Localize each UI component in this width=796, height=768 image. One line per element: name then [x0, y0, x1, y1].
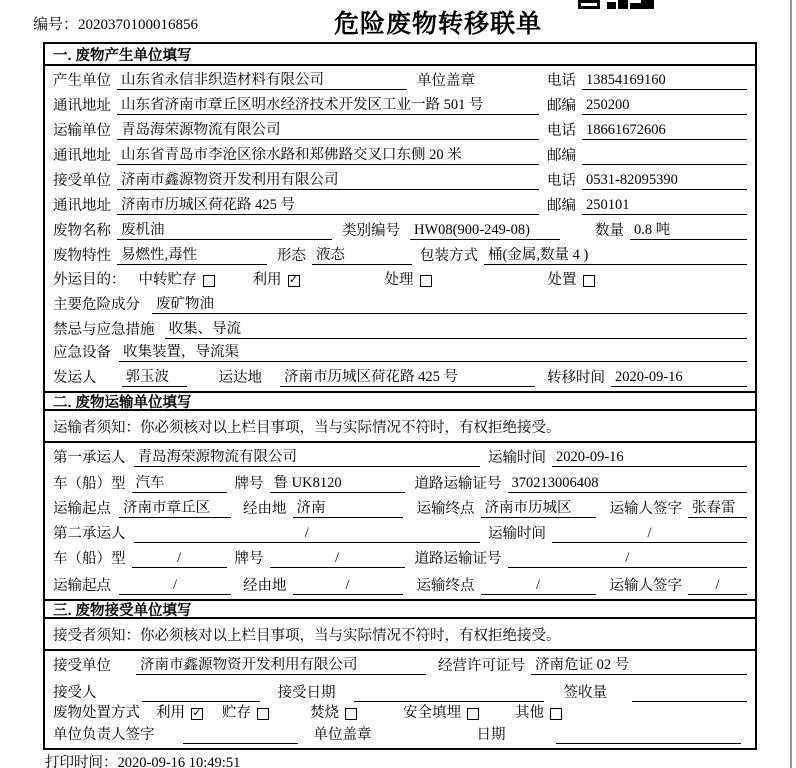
row-transporter-address: [45, 144, 755, 169]
chief-sign-value: [183, 727, 298, 744]
category-label: 类别编号: [342, 223, 400, 239]
form-table: [43, 42, 757, 750]
row-hazard-components: [45, 293, 755, 318]
row-chief-signature: [45, 726, 755, 748]
end2-value: /: [481, 577, 596, 595]
taboo-label: 禁忌与应急措施: [53, 322, 155, 338]
carrier2-label: 第二承运人: [53, 526, 126, 542]
equipment-label: 应急设备: [53, 345, 111, 361]
row-waste-name: [45, 219, 755, 244]
plate1-value: 鲁 UK8120: [270, 475, 405, 493]
producer-phone-value: 13854169160: [582, 72, 747, 90]
option-label: 处置: [547, 272, 577, 288]
via-label: 经由地: [243, 501, 287, 517]
acceptor-value: [142, 685, 260, 702]
vehicle-label: 车（船）型: [53, 551, 126, 567]
row-taboo-measures: [45, 318, 755, 343]
transporter-label: 运输单位: [53, 123, 111, 139]
checkbox-disposal-other: [550, 708, 562, 720]
row-accept-unit: [45, 651, 755, 679]
date-label: 日期: [476, 727, 506, 743]
hazard-label: 主要危险成分: [53, 297, 140, 313]
address-label: 通讯地址: [53, 98, 111, 114]
option-label: 中转贮存: [138, 272, 197, 288]
date-value: [556, 727, 741, 744]
transfer-time-value: 2020-09-16: [611, 369, 747, 387]
plate-label: 牌号: [234, 551, 264, 567]
row-disposal-method: [45, 706, 755, 726]
via2-value: /: [293, 577, 403, 595]
receiver-notice: 接受者须知：你必须核对以上栏目事项，当与实际情况不符时，有权拒绝接受。: [45, 619, 755, 651]
option-label: 利用: [252, 272, 282, 288]
checkbox-storage: [203, 275, 215, 287]
section3-header: 三. 废物接受单位填写: [45, 599, 755, 619]
quantity-value: 0.8 吨: [630, 222, 747, 240]
destination-label: 运达地: [218, 370, 262, 386]
row-route1: [45, 497, 755, 522]
print-time-value: 2020-09-16 10:49:51: [117, 755, 241, 768]
vehicle1-value: 汽车: [132, 475, 227, 493]
address-label: 通讯地址: [53, 198, 111, 214]
print-time: [45, 751, 240, 768]
phone-label: 电话: [547, 73, 576, 89]
purpose-option-treat: [385, 272, 432, 289]
row-producer-address: [45, 94, 755, 119]
end-label: 运输终点: [416, 578, 475, 594]
phone-label: 电话: [547, 123, 576, 139]
serial-number: [33, 13, 198, 34]
disposal-option-other: [515, 705, 562, 722]
row-vehicle2: [45, 547, 755, 572]
phone-label: 电话: [547, 173, 576, 189]
hazard-value: 废矿物油: [152, 296, 747, 314]
character-value: 易燃性,毒性: [117, 247, 267, 265]
carrier-sign-label: 运输人签字: [609, 501, 682, 517]
checkbox-dispose: [583, 275, 595, 287]
section2-header: 二. 废物运输单位填写: [45, 391, 755, 411]
serial-label: 编号：: [33, 17, 79, 33]
unit-seal-label: 单位盖章: [313, 727, 372, 743]
transporter-address-value: 山东省青岛市李沧区徐水路和郑佛路交叉口东侧 20 米: [117, 147, 539, 165]
plate-label: 牌号: [234, 476, 264, 492]
waste-name-label: 废物名称: [53, 223, 111, 239]
producer-address-value: 山东省济南市章丘区明水经济技术开发区工业一路 501 号: [117, 97, 539, 115]
receiver-address-value: 济南市历城区荷花路 425 号: [117, 197, 539, 215]
destination-value: 济南市历城区荷花路 425 号: [280, 369, 535, 387]
accept-unit-label: 接受单位: [53, 658, 111, 674]
receiver-zip-value: 250101: [582, 197, 747, 215]
purpose-option-storage: [139, 272, 215, 289]
origin2-value: /: [119, 577, 231, 595]
transport-time-label: 运输时间: [488, 450, 546, 466]
end-label: 运输终点: [416, 501, 475, 517]
sign1-value: 张春雷: [688, 500, 747, 518]
checkbox-disposal-landfill: [467, 708, 479, 720]
packing-value: 桶(金属,数量 4 ): [484, 247, 747, 265]
page-title: 危险废物转移联单: [334, 10, 543, 38]
disposal-option-store: [222, 705, 269, 722]
quantity-label: 数量: [595, 223, 624, 239]
accept-date-label: 接受日期: [277, 685, 336, 701]
option-label: 安全填埋: [403, 705, 461, 721]
carrier-sign-label: 运输人签字: [609, 578, 682, 594]
sign2-value: /: [688, 577, 747, 595]
row-producer: [45, 66, 755, 94]
disposal-option-landfill: [403, 705, 479, 722]
carrier1-value: 青岛海荣源物流有限公司: [134, 449, 481, 467]
vehicle2-value: /: [132, 550, 227, 568]
row-transfer-purpose: [45, 269, 755, 293]
row-waste-character: [45, 244, 755, 269]
unit-seal-label: 单位盖章: [417, 73, 475, 89]
row-route2: [45, 572, 755, 599]
transport-time2-value: /: [552, 525, 747, 543]
via1-value: 济南: [293, 500, 403, 518]
transporter-value: 青岛海荣源物流有限公司: [117, 122, 539, 140]
accept-date-value: [354, 685, 544, 702]
category-value: HW08(900-249-08): [410, 222, 560, 240]
permit-value: 济南危证 02 号: [531, 657, 747, 675]
row-emergency-equipment: [45, 343, 755, 366]
producer-value: 山东省永信非织造材料有限公司: [117, 72, 407, 90]
road-permit-label: 道路运输证号: [414, 551, 502, 567]
checkbox-treat: [420, 275, 432, 287]
row-first-carrier: [45, 443, 755, 471]
serial-value: 2020370100016856: [78, 17, 199, 33]
road-permit2-value: /: [508, 550, 748, 568]
row-acceptor: [45, 679, 755, 706]
vehicle-label: 车（船）型: [53, 476, 126, 492]
page-edge-line: [790, 0, 792, 768]
form-label: 形态: [277, 248, 306, 264]
purpose-label: 外运目的：: [53, 272, 126, 288]
shipper-value: 郭玉波: [122, 369, 187, 387]
print-time-label: 打印时间：: [45, 755, 118, 768]
origin-label: 运输起点: [53, 501, 111, 517]
origin1-value: 济南市章丘区: [119, 500, 231, 518]
producer-label: 产生单位: [53, 73, 111, 89]
row-shipper: [45, 366, 755, 391]
packing-label: 包装方式: [420, 248, 478, 264]
checkbox-utilize: ✓: [288, 274, 299, 286]
option-label: 处理: [384, 272, 414, 288]
chief-sign-label: 单位负责人签字: [53, 727, 155, 743]
producer-zip-value: 250200: [582, 97, 747, 115]
disposal-option-incinerate: [310, 705, 357, 722]
zip-label: 邮编: [547, 98, 576, 114]
transfer-time-label: 转移时间: [547, 370, 605, 386]
zip-label: 邮编: [547, 198, 576, 214]
road-permit1-value: 370213006408: [508, 475, 748, 493]
receipt-value: [632, 685, 747, 702]
checkbox-disposal-utilize: ✓: [192, 707, 202, 719]
receiver-phone-value: 0531-82095390: [582, 172, 747, 190]
row-receiver: [45, 169, 755, 194]
form-value: 液态: [312, 247, 412, 265]
receipt-label: 签收量: [563, 685, 607, 701]
row-second-carrier: [45, 522, 755, 547]
transporter-phone-value: 18661672606: [582, 122, 747, 140]
transporter-zip-value: [582, 148, 747, 165]
permit-label: 经营许可证号: [438, 658, 525, 674]
disposal-label: 废物处置方式: [53, 705, 140, 721]
receiver-label: 接受单位: [53, 173, 111, 189]
transport-time1-value: 2020-09-16: [552, 449, 747, 467]
option-label: 贮存: [222, 705, 251, 721]
waste-name-value: 废机油: [117, 222, 332, 240]
origin-label: 运输起点: [53, 578, 111, 594]
purpose-option-dispose: [548, 272, 595, 289]
road-permit-label: 道路运输证号: [414, 476, 502, 492]
option-label: 其他: [515, 705, 544, 721]
equipment-value: 收集装置，导流渠: [119, 344, 747, 362]
row-vehicle1: [45, 471, 755, 497]
address-label: 通讯地址: [53, 148, 111, 164]
section1-header: 一. 废物产生单位填写: [45, 44, 755, 66]
via-label: 经由地: [243, 578, 287, 594]
carrier2-value: /: [134, 525, 481, 543]
checkbox-disposal-incinerate: [345, 708, 357, 720]
option-label: 焚烧: [310, 705, 339, 721]
taboo-value: 收集、导流: [165, 321, 748, 339]
accept-unit-value: 济南市鑫源物资开发利用有限公司: [136, 657, 426, 675]
end1-value: 济南市历城区: [481, 500, 596, 518]
purpose-option-utilize: [253, 272, 300, 289]
row-receiver-address: [45, 194, 755, 219]
option-label: 利用: [156, 705, 185, 721]
carrier1-label: 第一承运人: [53, 450, 126, 466]
row-transporter: [45, 119, 755, 144]
character-label: 废物特性: [53, 248, 111, 264]
shipper-label: 发运人: [53, 370, 97, 386]
receiver-value: 济南市鑫源物资开发利用有限公司: [117, 172, 539, 190]
zip-label: 邮编: [547, 148, 576, 164]
plate2-value: /: [270, 550, 405, 568]
disposal-option-utilize: [156, 705, 203, 722]
checkbox-disposal-store: [257, 708, 269, 720]
transport-time-label: 运输时间: [488, 526, 546, 542]
qr-code-fragment: [578, 0, 656, 9]
acceptor-label: 接受人: [53, 685, 97, 701]
transporter-notice: 运输者须知：你必须核对以上栏目事项，当与实际情况不符时，有权拒绝接受。: [45, 411, 755, 443]
